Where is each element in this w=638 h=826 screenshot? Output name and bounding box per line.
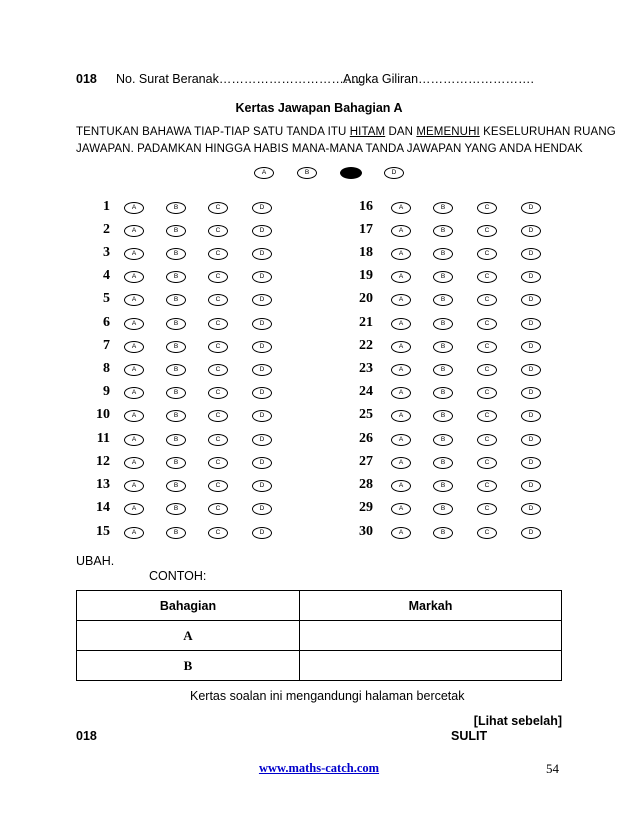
footer-code: 018 bbox=[76, 729, 97, 743]
answer-bubble-q3-d[interactable]: D bbox=[252, 248, 272, 260]
answer-bubble-q7-b[interactable]: B bbox=[166, 341, 186, 353]
page-number: 54 bbox=[546, 761, 559, 776]
answer-bubble-q1-d[interactable]: D bbox=[252, 202, 272, 214]
answer-bubble-q6-c[interactable]: C bbox=[208, 318, 228, 330]
example-bubble-a: A bbox=[254, 167, 274, 179]
answer-bubble-q16-a[interactable]: A bbox=[391, 202, 411, 214]
answer-bubble-q28-c[interactable]: C bbox=[477, 480, 497, 492]
answer-bubble-q5-b[interactable]: B bbox=[166, 294, 186, 306]
answer-bubble-q20-a[interactable]: A bbox=[391, 294, 411, 306]
question-number-18: 18 bbox=[359, 245, 373, 260]
lihat-sebelah: [Lihat sebelah] bbox=[473, 714, 562, 728]
angka-giliran-field: Angka Giliran………………………. bbox=[343, 72, 535, 86]
example-bubble-d: D bbox=[384, 167, 404, 179]
markah-a[interactable] bbox=[300, 621, 562, 651]
answer-bubble-q9-b[interactable]: B bbox=[166, 387, 186, 399]
question-number-16: 16 bbox=[359, 199, 373, 214]
answer-bubble-q5-c[interactable]: C bbox=[208, 294, 228, 306]
bahagian-b: B bbox=[77, 651, 300, 681]
answer-bubble-q18-d[interactable]: D bbox=[521, 248, 541, 260]
answer-bubble-q24-c[interactable]: C bbox=[477, 387, 497, 399]
answer-bubble-q28-a[interactable]: A bbox=[391, 480, 411, 492]
answer-bubble-q14-a[interactable]: A bbox=[124, 503, 144, 515]
answer-bubble-q29-b[interactable]: B bbox=[433, 503, 453, 515]
answer-bubble-q18-c[interactable]: C bbox=[477, 248, 497, 260]
answer-bubble-q19-d[interactable]: D bbox=[521, 271, 541, 283]
answer-bubble-q27-b[interactable]: B bbox=[433, 457, 453, 469]
question-number-24: 24 bbox=[359, 384, 373, 399]
answer-bubble-q3-c[interactable]: C bbox=[208, 248, 228, 260]
answer-bubble-q12-b[interactable]: B bbox=[166, 457, 186, 469]
answer-bubble-q15-b[interactable]: B bbox=[166, 527, 186, 539]
col-markah: Markah bbox=[300, 591, 562, 621]
answer-bubble-q16-d[interactable]: D bbox=[521, 202, 541, 214]
answer-bubble-q17-c[interactable]: C bbox=[477, 225, 497, 237]
markah-b[interactable] bbox=[300, 651, 562, 681]
answer-bubble-q6-a[interactable]: A bbox=[124, 318, 144, 330]
answer-bubble-q25-c[interactable]: C bbox=[477, 410, 497, 422]
answer-bubble-q15-d[interactable]: D bbox=[252, 527, 272, 539]
answer-bubble-q14-d[interactable]: D bbox=[252, 503, 272, 515]
question-number-22: 22 bbox=[359, 338, 373, 353]
question-number-15: 15 bbox=[96, 524, 110, 539]
answer-bubble-q15-a[interactable]: A bbox=[124, 527, 144, 539]
answer-bubble-q10-d[interactable]: D bbox=[252, 410, 272, 422]
answer-bubble-q8-c[interactable]: C bbox=[208, 364, 228, 376]
answer-bubble-q10-b[interactable]: B bbox=[166, 410, 186, 422]
answer-bubble-q22-a[interactable]: A bbox=[391, 341, 411, 353]
answer-bubble-q4-c[interactable]: C bbox=[208, 271, 228, 283]
question-number-13: 13 bbox=[96, 477, 110, 492]
question-number-11: 11 bbox=[96, 431, 110, 446]
answer-bubble-q27-a[interactable]: A bbox=[391, 457, 411, 469]
question-number-12: 12 bbox=[96, 454, 110, 469]
question-number-8: 8 bbox=[103, 361, 110, 376]
answer-bubble-q27-c[interactable]: C bbox=[477, 457, 497, 469]
question-number-19: 19 bbox=[359, 268, 373, 283]
answer-bubble-q30-b[interactable]: B bbox=[433, 527, 453, 539]
answer-bubble-q23-a[interactable]: A bbox=[391, 364, 411, 376]
answer-bubble-q24-b[interactable]: B bbox=[433, 387, 453, 399]
contoh-label: CONTOH: bbox=[149, 569, 207, 583]
answer-bubble-q22-c[interactable]: C bbox=[477, 341, 497, 353]
example-filled-bubble bbox=[340, 167, 362, 179]
marks-table bbox=[76, 590, 562, 681]
answer-bubble-q26-b[interactable]: B bbox=[433, 434, 453, 446]
answer-bubble-q9-d[interactable]: D bbox=[252, 387, 272, 399]
answer-bubble-q1-a[interactable]: A bbox=[124, 202, 144, 214]
answer-bubble-q2-b[interactable]: B bbox=[166, 225, 186, 237]
answer-bubble-q3-b[interactable]: B bbox=[166, 248, 186, 260]
answer-bubble-q8-d[interactable]: D bbox=[252, 364, 272, 376]
answer-bubble-q29-c[interactable]: C bbox=[477, 503, 497, 515]
answer-bubble-q21-a[interactable]: A bbox=[391, 318, 411, 330]
answer-bubble-q25-d[interactable]: D bbox=[521, 410, 541, 422]
answer-bubble-q18-a[interactable]: A bbox=[391, 248, 411, 260]
answer-bubble-q18-b[interactable]: B bbox=[433, 248, 453, 260]
answer-bubble-q24-a[interactable]: A bbox=[391, 387, 411, 399]
question-number-26: 26 bbox=[359, 431, 373, 446]
answer-bubble-q20-d[interactable]: D bbox=[521, 294, 541, 306]
col-bahagian: Bahagian bbox=[77, 591, 300, 621]
question-number-3: 3 bbox=[103, 245, 110, 260]
answer-bubble-q9-c[interactable]: C bbox=[208, 387, 228, 399]
answer-bubble-q24-d[interactable]: D bbox=[521, 387, 541, 399]
answer-bubble-q22-d[interactable]: D bbox=[521, 341, 541, 353]
paper-code: 018 bbox=[76, 72, 97, 86]
answer-bubble-q23-c[interactable]: C bbox=[477, 364, 497, 376]
example-bubble-b: B bbox=[297, 167, 317, 179]
answer-bubble-q19-b[interactable]: B bbox=[433, 271, 453, 283]
answer-bubble-q28-d[interactable]: D bbox=[521, 480, 541, 492]
answer-bubble-q14-b[interactable]: B bbox=[166, 503, 186, 515]
answer-bubble-q8-b[interactable]: B bbox=[166, 364, 186, 376]
answer-bubble-q25-a[interactable]: A bbox=[391, 410, 411, 422]
answer-bubble-q10-a[interactable]: A bbox=[124, 410, 144, 422]
answer-bubble-q7-d[interactable]: D bbox=[252, 341, 272, 353]
question-number-14: 14 bbox=[96, 500, 110, 515]
instruction-line-1: TENTUKAN BAHAWA TIAP-TIAP SATU TANDA ITU HITAM DAN MEMENUHI KESELURUHAN RUANG bbox=[76, 126, 616, 138]
question-number-7: 7 bbox=[103, 338, 110, 353]
question-number-30: 30 bbox=[359, 524, 373, 539]
answer-bubble-q17-a[interactable]: A bbox=[391, 225, 411, 237]
question-number-21: 21 bbox=[359, 315, 373, 330]
answer-bubble-q21-b[interactable]: B bbox=[433, 318, 453, 330]
answer-bubble-q26-a[interactable]: A bbox=[391, 434, 411, 446]
answer-bubble-q4-b[interactable]: B bbox=[166, 271, 186, 283]
answer-bubble-q13-d[interactable]: D bbox=[252, 480, 272, 492]
answer-bubble-q2-d[interactable]: D bbox=[252, 225, 272, 237]
question-number-28: 28 bbox=[359, 477, 373, 492]
page-count-note: Kertas soalan ini mengandungi halaman bercetak bbox=[190, 689, 465, 703]
answer-bubble-q11-d[interactable]: D bbox=[252, 434, 272, 446]
answer-bubble-q26-c[interactable]: C bbox=[477, 434, 497, 446]
answer-bubble-q15-c[interactable]: C bbox=[208, 527, 228, 539]
question-number-20: 20 bbox=[359, 291, 373, 306]
answer-bubble-q1-b[interactable]: B bbox=[166, 202, 186, 214]
answer-bubble-q29-d[interactable]: D bbox=[521, 503, 541, 515]
table-row bbox=[77, 621, 562, 651]
answer-bubble-q11-a[interactable]: A bbox=[124, 434, 144, 446]
answer-bubble-q17-b[interactable]: B bbox=[433, 225, 453, 237]
question-number-10: 10 bbox=[96, 407, 110, 422]
table-header-row bbox=[77, 591, 562, 621]
answer-bubble-q3-a[interactable]: A bbox=[124, 248, 144, 260]
answer-bubble-q20-c[interactable]: C bbox=[477, 294, 497, 306]
question-number-27: 27 bbox=[359, 454, 373, 469]
answer-bubble-q19-a[interactable]: A bbox=[391, 271, 411, 283]
bahagian-a: A bbox=[77, 621, 300, 651]
question-number-9: 9 bbox=[103, 384, 110, 399]
answer-bubble-q4-d[interactable]: D bbox=[252, 271, 272, 283]
answer-bubble-q9-a[interactable]: A bbox=[124, 387, 144, 399]
answer-bubble-q22-b[interactable]: B bbox=[433, 341, 453, 353]
question-number-25: 25 bbox=[359, 407, 373, 422]
answer-bubble-q23-b[interactable]: B bbox=[433, 364, 453, 376]
answer-bubble-q23-d[interactable]: D bbox=[521, 364, 541, 376]
answer-bubble-q12-d[interactable]: D bbox=[252, 457, 272, 469]
answer-bubble-q13-a[interactable]: A bbox=[124, 480, 144, 492]
question-number-5: 5 bbox=[103, 291, 110, 306]
answer-bubble-q2-c[interactable]: C bbox=[208, 225, 228, 237]
ubah-text: UBAH. bbox=[76, 554, 115, 568]
instruction-line-2: JAWAPAN. PADAMKAN HINGGA HABIS MANA-MANA TANDA JAWAPAN YANG ANDA HENDAK bbox=[76, 143, 583, 155]
answer-bubble-q11-b[interactable]: B bbox=[166, 434, 186, 446]
answer-bubble-q11-c[interactable]: C bbox=[208, 434, 228, 446]
answer-bubble-q28-b[interactable]: B bbox=[433, 480, 453, 492]
answer-bubble-q6-d[interactable]: D bbox=[252, 318, 272, 330]
question-number-6: 6 bbox=[103, 315, 110, 330]
page-title: Kertas Jawapan Bahagian A bbox=[235, 101, 403, 115]
answer-bubble-q30-c[interactable]: C bbox=[477, 527, 497, 539]
question-number-1: 1 bbox=[103, 199, 110, 214]
answer-bubble-q25-b[interactable]: B bbox=[433, 410, 453, 422]
answer-bubble-q13-c[interactable]: C bbox=[208, 480, 228, 492]
answer-bubble-q27-d[interactable]: D bbox=[521, 457, 541, 469]
answer-bubble-q19-c[interactable]: C bbox=[477, 271, 497, 283]
website-link[interactable]: www.maths-catch.com bbox=[258, 761, 380, 775]
answer-bubble-q14-c[interactable]: C bbox=[208, 503, 228, 515]
answer-bubble-q6-b[interactable]: B bbox=[166, 318, 186, 330]
answer-bubble-q5-a[interactable]: A bbox=[124, 294, 144, 306]
answer-bubble-q4-a[interactable]: A bbox=[124, 271, 144, 283]
answer-bubble-q12-a[interactable]: A bbox=[124, 457, 144, 469]
answer-bubble-q21-c[interactable]: C bbox=[477, 318, 497, 330]
question-number-17: 17 bbox=[359, 222, 373, 237]
answer-bubble-q2-a[interactable]: A bbox=[124, 225, 144, 237]
answer-bubble-q29-a[interactable]: A bbox=[391, 503, 411, 515]
sulit-label: SULIT bbox=[451, 729, 488, 743]
answer-bubble-q5-d[interactable]: D bbox=[252, 294, 272, 306]
answer-bubble-q21-d[interactable]: D bbox=[521, 318, 541, 330]
answer-bubble-q16-b[interactable]: B bbox=[433, 202, 453, 214]
question-number-23: 23 bbox=[359, 361, 373, 376]
answer-bubble-q12-c[interactable]: C bbox=[208, 457, 228, 469]
answer-bubble-q13-b[interactable]: B bbox=[166, 480, 186, 492]
question-number-4: 4 bbox=[103, 268, 110, 283]
answer-bubble-q17-d[interactable]: D bbox=[521, 225, 541, 237]
answer-bubble-q30-d[interactable]: D bbox=[521, 527, 541, 539]
question-number-2: 2 bbox=[103, 222, 110, 237]
answer-bubble-q20-b[interactable]: B bbox=[433, 294, 453, 306]
answer-bubble-q1-c[interactable]: C bbox=[208, 202, 228, 214]
question-number-29: 29 bbox=[359, 500, 373, 515]
surat-beranak-field: No. Surat Beranak…………………………….. bbox=[116, 72, 364, 86]
answer-bubble-q10-c[interactable]: C bbox=[208, 410, 228, 422]
answer-bubble-q8-a[interactable]: A bbox=[124, 364, 144, 376]
answer-bubble-q30-a[interactable]: A bbox=[391, 527, 411, 539]
answer-bubble-q7-c[interactable]: C bbox=[208, 341, 228, 353]
answer-bubble-q26-d[interactable]: D bbox=[521, 434, 541, 446]
table-row bbox=[77, 651, 562, 681]
answer-bubble-q16-c[interactable]: C bbox=[477, 202, 497, 214]
answer-bubble-q7-a[interactable]: A bbox=[124, 341, 144, 353]
